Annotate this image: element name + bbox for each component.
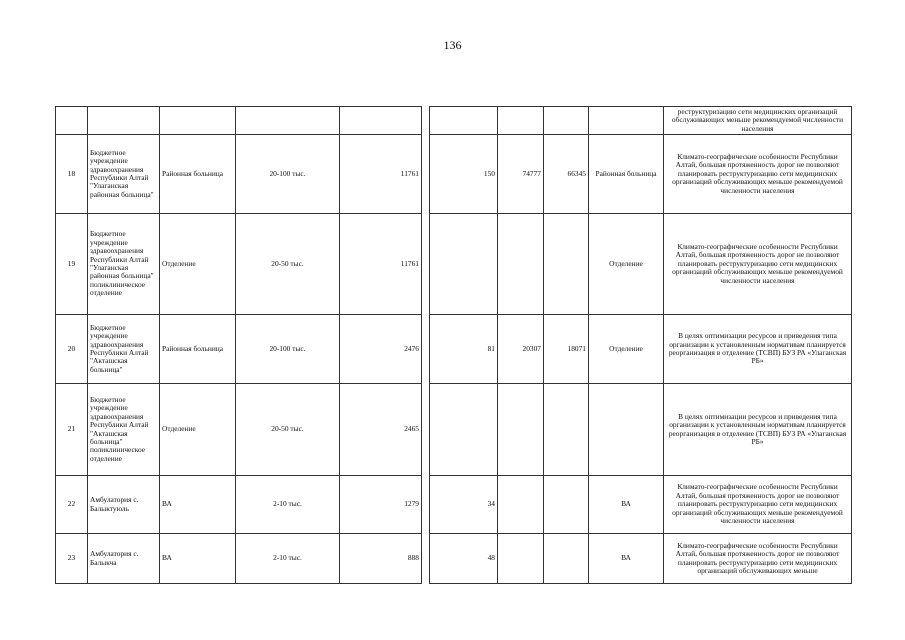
cell-new-type: Отделение xyxy=(589,315,664,384)
cell-num: 18 xyxy=(56,135,88,214)
cell-type: ВА xyxy=(160,534,236,584)
table-row xyxy=(56,534,852,584)
cell-new-type xyxy=(589,384,664,476)
cell-new-type: Отделение xyxy=(589,214,664,315)
cell-val1 xyxy=(498,384,544,476)
table-row xyxy=(56,384,852,476)
cell-val2: 18071 xyxy=(544,315,589,384)
cell-type: ВА xyxy=(160,476,236,534)
cell-val1 xyxy=(498,214,544,315)
cell-new-type: ВА xyxy=(589,476,664,534)
cell-pop-range: 20-50 тыс. xyxy=(236,214,340,315)
cell-gap xyxy=(422,384,430,476)
cell-val1 xyxy=(498,534,544,584)
facilities-table xyxy=(55,106,852,584)
cell-name: Бюджетное учреждение здравоохранения Республики Алтай "Улаганская районная больница" поликлиническое отделение xyxy=(88,214,160,315)
cell-val2 xyxy=(544,534,589,584)
cell-type xyxy=(160,107,236,135)
cell-num: 20 xyxy=(56,315,88,384)
cell-val1: 20307 xyxy=(498,315,544,384)
cell-new-type: ВА xyxy=(589,534,664,584)
cell-val2 xyxy=(544,107,589,135)
cell-beds xyxy=(430,214,498,315)
cell-gap xyxy=(422,476,430,534)
cell-val2: 66345 xyxy=(544,135,589,214)
cell-note: Климато-географические особенности Республики Алтай, большая протяженность дорог не позволяют планировать реструктуризацию сети медицинских организаций обслуживающих меньше xyxy=(664,534,852,584)
table-row xyxy=(56,214,852,315)
cell-type: Отделение xyxy=(160,384,236,476)
cell-pop-range: 20-100 тыс. xyxy=(236,315,340,384)
cell-num: 22 xyxy=(56,476,88,534)
cell-val2 xyxy=(544,384,589,476)
cell-val1 xyxy=(498,476,544,534)
cell-beds xyxy=(430,384,498,476)
cell-gap xyxy=(422,107,430,135)
cell-note: В целях оптимизации ресурсов и приведения типа организации к установленным нормативам планируется реорганизация в отделение (ТСВП) БУЗ РА «Улаганская РБ» xyxy=(664,315,852,384)
cell-gap xyxy=(422,214,430,315)
cell-pop-range: 2-10 тыс. xyxy=(236,534,340,584)
cell-num xyxy=(56,107,88,135)
cell-num: 19 xyxy=(56,214,88,315)
cell-pop-range xyxy=(236,107,340,135)
cell-gap xyxy=(422,135,430,214)
cell-name: Амбулатория с. Балыкча xyxy=(88,534,160,584)
cell-note: Климато-географические особенности Республики Алтай, большая протяженность дорог не позволяют планировать реструктуризацию сети медицинских организаций обслуживающих меньше рекомендуемой численности населения xyxy=(664,214,852,315)
cell-pop-range: 20-50 тыс. xyxy=(236,384,340,476)
cell-beds: 81 xyxy=(430,315,498,384)
cell-population: 11761 xyxy=(340,214,422,315)
cell-name: Бюджетное учреждение здравоохранения Республики Алтай "Улаганская районная больница" xyxy=(88,135,160,214)
cell-population: 2465 xyxy=(340,384,422,476)
cell-note: Климато-географические особенности Республики Алтай, большая протяженность дорог не позволяют планировать реструктуризацию сети медицинских организаций обслуживающих меньше рекомендуемой численности населения xyxy=(664,476,852,534)
cell-pop-range: 20-100 тыс. xyxy=(236,135,340,214)
cell-population: 11761 xyxy=(340,135,422,214)
cell-note: В целях оптимизации ресурсов и приведения типа организации к установленным нормативам планируется реорганизация в отделение (ТСВП) БУЗ РА «Улаганская РБ» xyxy=(664,384,852,476)
cell-beds: 48 xyxy=(430,534,498,584)
cell-population: 888 xyxy=(340,534,422,584)
cell-name: Амбулатория с. Балыктуюль xyxy=(88,476,160,534)
table-row-continuation xyxy=(56,107,852,135)
cell-pop-range: 2-10 тыс. xyxy=(236,476,340,534)
cell-type: Отделение xyxy=(160,214,236,315)
cell-val2 xyxy=(544,214,589,315)
cell-new-type: Районная больница xyxy=(589,135,664,214)
cell-note: реструктуризацию сети медицинских организаций обслуживающих меньше рекомендуемой численности населения xyxy=(664,107,852,135)
cell-val1 xyxy=(498,107,544,135)
page-number: 136 xyxy=(443,38,462,52)
cell-population: 1279 xyxy=(340,476,422,534)
cell-val2 xyxy=(544,476,589,534)
cell-num: 23 xyxy=(56,534,88,584)
cell-type: Районная больница xyxy=(160,135,236,214)
cell-val1: 74777 xyxy=(498,135,544,214)
table-row xyxy=(56,135,852,214)
cell-name: Бюджетное учреждение здравоохранения Республики Алтай "Акташская больница" xyxy=(88,315,160,384)
cell-new-type xyxy=(589,107,664,135)
cell-num: 21 xyxy=(56,384,88,476)
table-row xyxy=(56,476,852,534)
cell-population xyxy=(340,107,422,135)
cell-beds: 34 xyxy=(430,476,498,534)
cell-name xyxy=(88,107,160,135)
cell-gap xyxy=(422,534,430,584)
cell-beds xyxy=(430,107,498,135)
table-row xyxy=(56,315,852,384)
cell-gap xyxy=(422,315,430,384)
cell-note: Климато-географические особенности Республики Алтай, большая протяженность дорог не позволяют планировать реструктуризацию сети медицинских организаций обслуживающих меньше рекомендуемой численности населения xyxy=(664,135,852,214)
cell-beds: 150 xyxy=(430,135,498,214)
cell-population: 2476 xyxy=(340,315,422,384)
cell-type: Районная больница xyxy=(160,315,236,384)
cell-name: Бюджетное учреждение здравоохранения Республики Алтай "Акташская больница" поликлиническое отделение xyxy=(88,384,160,476)
